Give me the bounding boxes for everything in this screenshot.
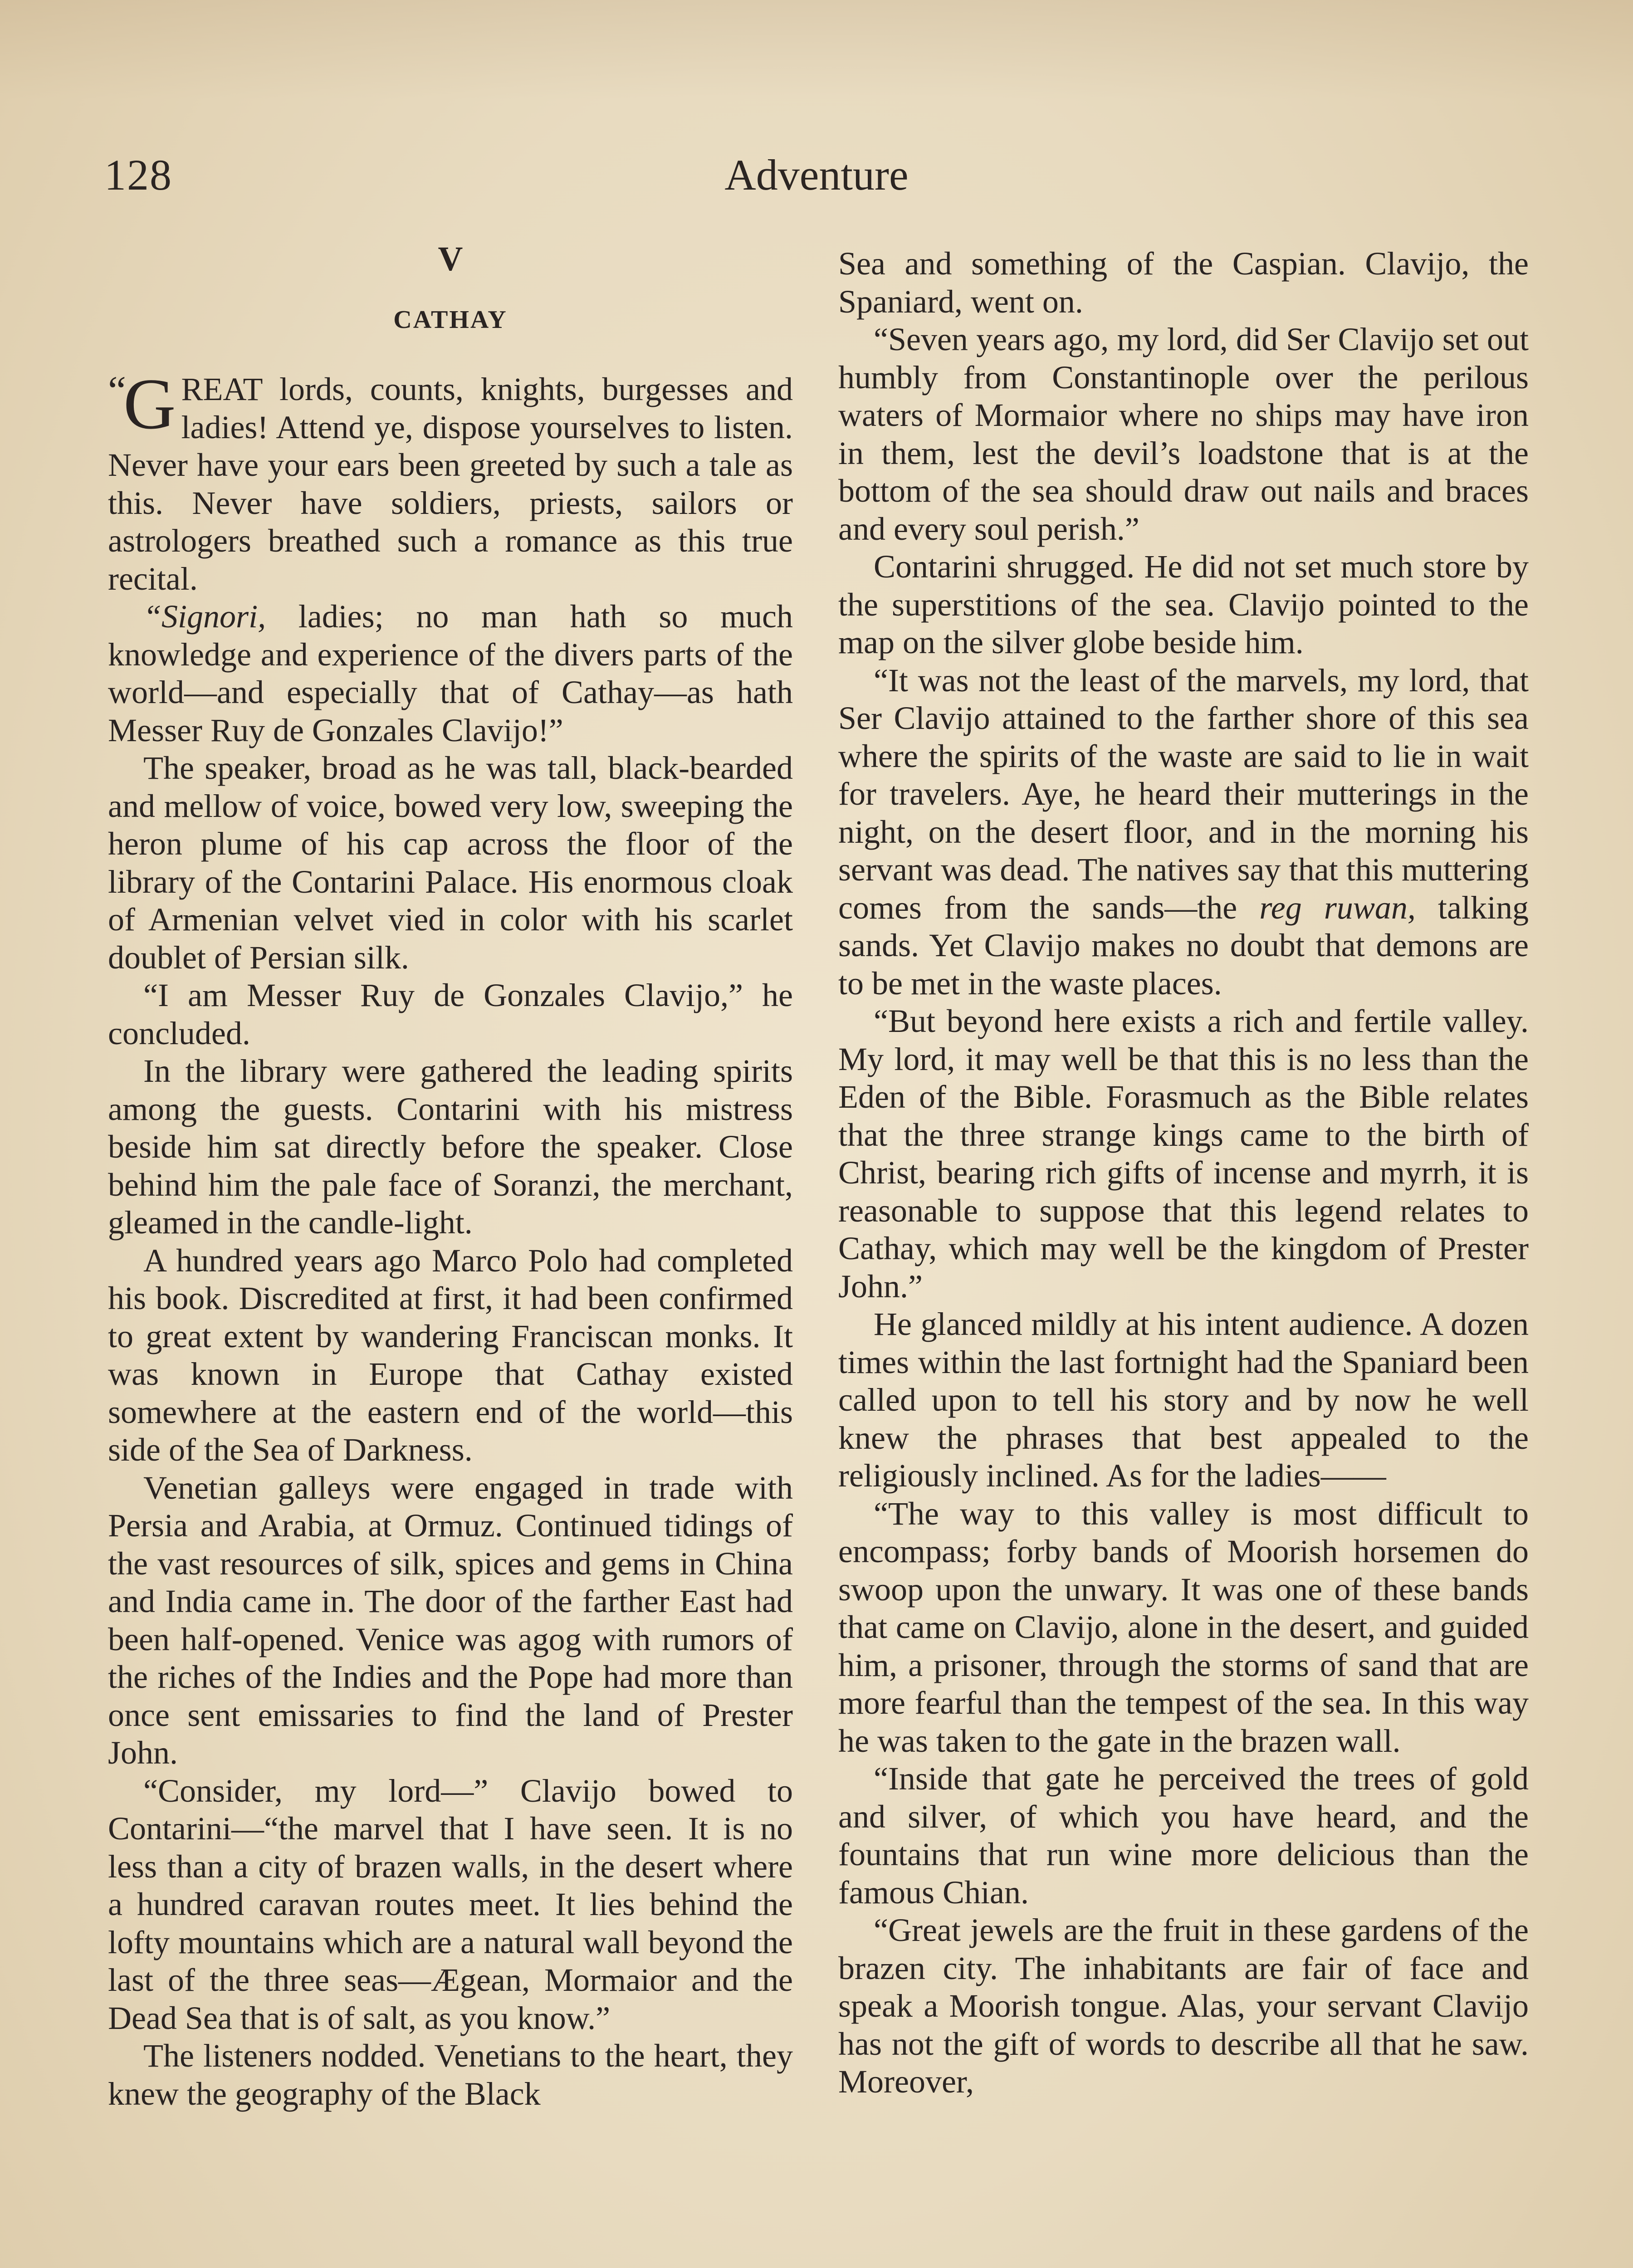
- paragraph: [838, 662, 1529, 1003]
- paragraph: A hundred years ago Marco Polo had completed his book. Discredited at first, it had been confirmed to great extent by wandering Franciscan monks. It was known in Europe that Cathay existed somewhere at the eastern end of the world—this side of the Sea of Darkness.: [108, 1242, 793, 1468]
- paragraph: In the library were gathered the leading spirits among the guests. Contarini with his mistress beside him sat directly before the speaker. Close behind him the pale face of Soranzi, the merchant, gleamed in the candle-light.: [108, 1053, 793, 1241]
- paragraph: [108, 598, 793, 749]
- paragraph: “But beyond here exists a rich and fertile valley. My lord, it may well be that this is no less than the Eden of the Bible. Forasmuch as the Bible relates that the three strange kings came to the birth of Christ, bearing rich gifts of incense and myrrh, it is reasonable to suppose that this legend relates to Cathay, which may well be the kingdom of Prester John.”: [838, 1003, 1529, 1305]
- paragraph: “I am Messer Ruy de Gonzales Clavijo,” he concluded.: [108, 977, 793, 1051]
- opening-quote-mark: “: [108, 368, 126, 413]
- section-title: CATHAY: [393, 305, 508, 334]
- opening-text: REAT lords, counts, knights, burgesses and ladies! Attend ye, dispose yourselves to listen. Never have your ears been greeted by such a tale as this. Never have soldiers, priests, sailors or astrologers breathed such a romance as this true recital.: [108, 371, 793, 597]
- paragraph: The listeners nodded. Venetians to the heart, they knew the geography of the Black: [108, 2038, 793, 2112]
- paragraph: “Seven years ago, my lord, did Ser Clavijo set out humbly from Constantinople over the perilous waters of Mormaior where no ships may have iron in them, lest the devil’s loadstone that is at the bottom of the sea should draw out nails and braces and every soul perish.”: [838, 321, 1529, 547]
- paragraph: “The way to this valley is most difficult to encompass; forby bands of Moorish horsemen do swoop upon the unwary. It was one of these bands that came on Clavijo, alone in the desert, and guided him, a prisoner, through the storms of sand that are more fearful than the tempest of the sea. In this way he was taken to the gate in the brazen wall.: [838, 1495, 1529, 1759]
- paragraph: “Great jewels are the fruit in these gardens of the brazen city. The inhabitants are fair of face and speak a Moorish tongue. Alas, your servant Clavijo has not the gift of words to describe all that he saw. Moreover,: [838, 1912, 1529, 2100]
- italic-text: reg ruwan,: [1259, 889, 1416, 926]
- page-number: 128: [104, 151, 172, 199]
- italic-text: “Signori,: [143, 598, 266, 635]
- paragraph-text: talking sands. Yet Clavijo makes no doubt that demons are to be met in the waste places.: [838, 889, 1529, 1002]
- page-stain: [0, 0, 1633, 100]
- paragraph: Venetian galleys were engaged in trade with Persia and Arabia, at Ormuz. Continued tidings of the vast resources of silk, spices and gems in China and India came in. The door of the farther East had been half-opened. Venice was agog with rumors of the riches of the Indies and the Pope had more than once sent emissaries to find the land of Prester John.: [108, 1469, 793, 1771]
- paragraph-continued: Sea and something of the Caspian. Clavijo, the Spaniard, went on.: [838, 245, 1529, 320]
- paragraph: “Consider, my lord—” Clavijo bowed to Contarini—“the marvel that I have seen. It is no less than a city of brazen walls, in the desert where a hundred caravan routes meet. It lies behind the lofty mountains which are a natural wall beyond the last of the three seas—Ægean, Mormaior and the Dead Sea that is of salt, as you know.”: [108, 1772, 793, 2036]
- paragraph-text: “It was not the least of the marvels, my lord, that Ser Clavijo attained to the farther shore of this sea where the spirits of the waste are said to lie in wait for travelers. Aye, he heard their mutterings in the night, on the desert floor, and in the morning his servant was dead. The natives say that this muttering comes from the sands—the: [838, 662, 1529, 926]
- section-number: V: [438, 240, 463, 278]
- paragraph: The speaker, broad as he was tall, black-bearded and mellow of voice, bowed very low, sweeping the heron plume of his cap across the floor of the library of the Contarini Palace. His enormous cloak of Armenian velvet vied in color with his scarlet doublet of Persian silk.: [108, 750, 793, 976]
- left-column: [108, 240, 793, 2113]
- right-column: [838, 245, 1529, 2101]
- paragraph: He glanced mildly at his intent audience. A dozen times within the last fortnight had the Spaniard been called upon to tell his story and by now he well knew the phrases that best appealed to the religiously inclined. As for the ladies——: [838, 1306, 1529, 1494]
- paragraph: Contarini shrugged. He did not set much store by the superstitions of the sea. Clavijo pointed to the map on the silver globe beside him.: [838, 548, 1529, 660]
- page-header: [104, 145, 1529, 209]
- drop-cap: G: [123, 363, 176, 444]
- running-head: Adventure: [724, 151, 909, 199]
- paragraph: “Inside that gate he perceived the trees of gold and silver, of which you have heard, and the fountains that run wine more delicious than the famous Chian.: [838, 1760, 1529, 1911]
- opening-paragraph: [108, 363, 793, 598]
- paragraph-text: ladies; no man hath so much knowledge and experience of the divers parts of the world—and especially that of Cathay—as hath Messer Ruy de Gonzales Clavijo!”: [108, 598, 793, 748]
